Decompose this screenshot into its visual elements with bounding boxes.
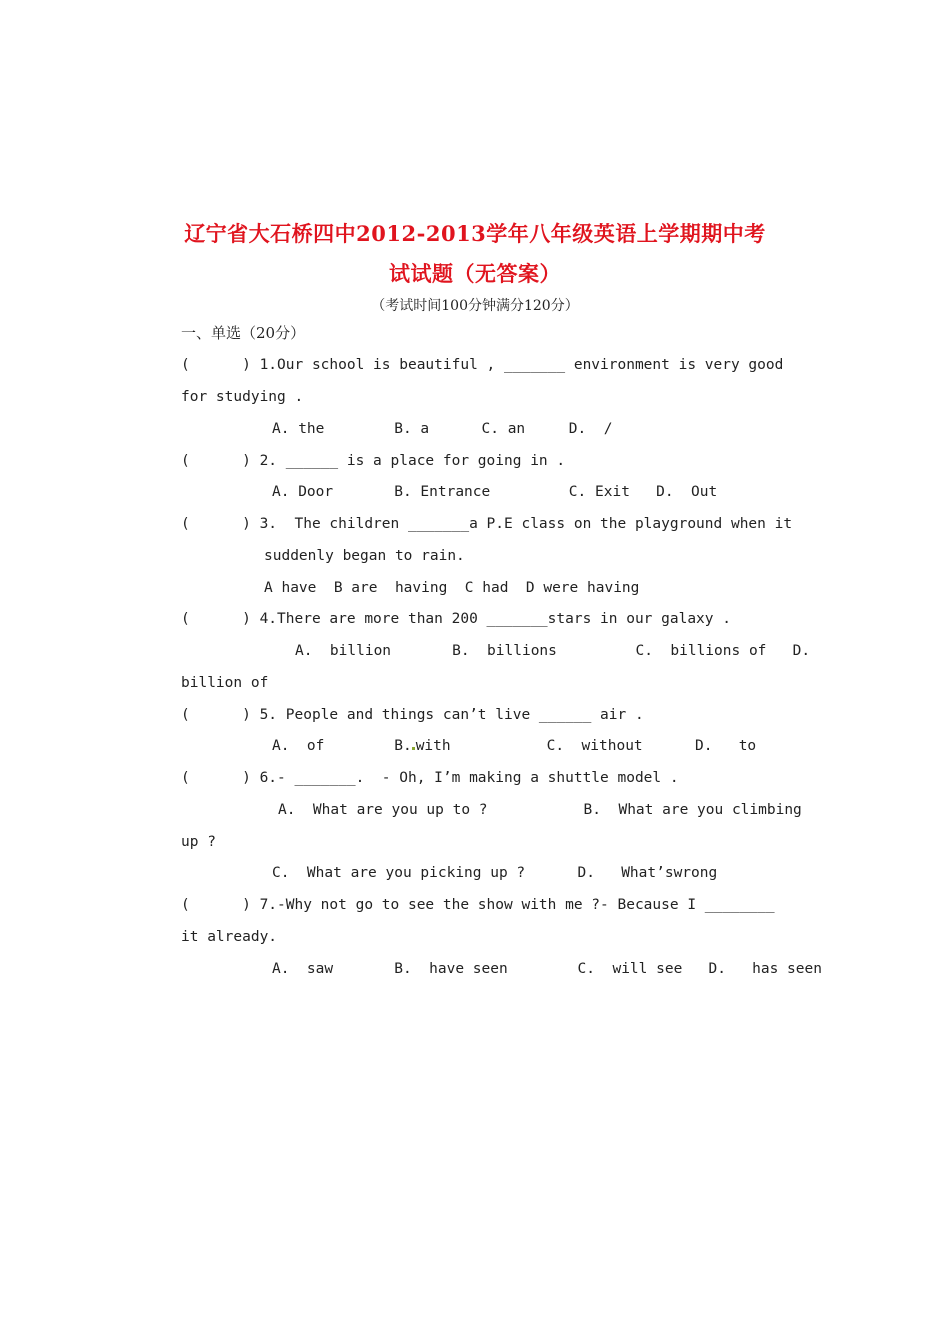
stray-dot-mark (412, 747, 415, 750)
question-4-stem: ( ) 4.There are more than 200 _______stars in our galaxy . (181, 611, 731, 627)
question-4-options: A. billion B. billions C. billions of D. (295, 643, 811, 659)
question-4-options-continued: billion of (181, 675, 269, 691)
question-6-options-cd: C. What are you picking up ? D. What’swrong (272, 865, 718, 881)
question-5-options-part-b: with C. without D. to (415, 738, 757, 754)
question-7-options: A. saw B. have seen C. will see D. has seen (272, 961, 822, 977)
question-5-options-part-a: A. of B. (272, 738, 412, 754)
question-6-options-ab-continued: up ? (181, 834, 216, 850)
section-heading-single-choice: 一、单选（20分） (181, 324, 306, 342)
document-title-line-1: 辽宁省大石桥四中2012-2013学年八年级英语上学期期中考 (184, 221, 766, 246)
question-5-options (272, 736, 756, 756)
question-1-options: A. the B. a C. an D. / (272, 421, 613, 437)
question-3-stem-continued: suddenly began to rain. (264, 548, 465, 564)
question-6-options-ab: A. What are you up to ? B. What are you climbing (278, 802, 802, 818)
exam-duration-note: （考试时间100分钟满分120分） (371, 298, 579, 314)
question-7-stem-continued: it already. (181, 929, 278, 945)
question-2-options: A. Door B. Entrance C. Exit D. Out (272, 484, 718, 500)
question-1-stem-continued: for studying . (181, 389, 304, 405)
document-title-line-2: 试试题（无答案） (389, 261, 561, 286)
question-5-stem: ( ) 5. People and things can’t live ______ air . (181, 707, 644, 723)
question-7-stem: ( ) 7.-Why not go to see the show with me ?- Because I ________ (181, 897, 775, 913)
question-6-stem: ( ) 6.- _______. - Oh, I’m making a shuttle model . (181, 770, 679, 786)
question-2-stem: ( ) 2. ______ is a place for going in . (181, 453, 566, 469)
question-3-options: A have B are having C had D were having (264, 580, 640, 596)
question-3-stem: ( ) 3. The children _______a P.E class on the playground when it (181, 516, 793, 532)
question-1-stem: ( ) 1.Our school is beautiful , _______ environment is very good (181, 357, 784, 373)
